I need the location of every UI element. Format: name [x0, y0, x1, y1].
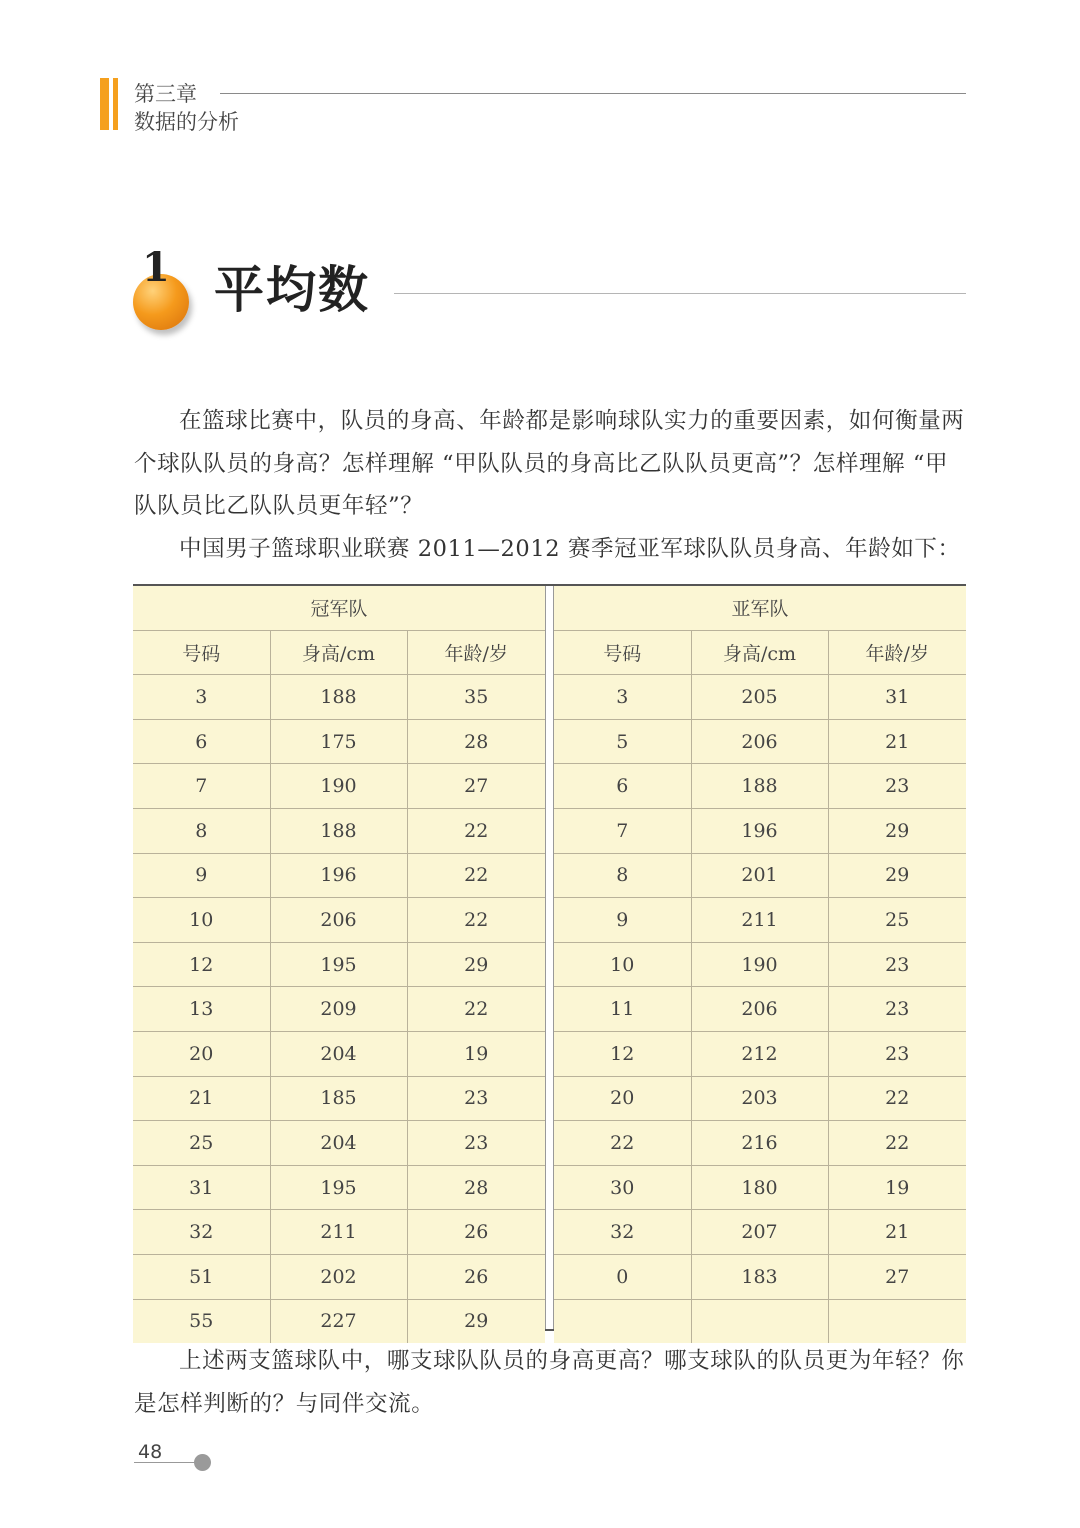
table-cell: 29	[407, 1299, 545, 1343]
data-table	[133, 584, 966, 1331]
chapter-marker-bars	[100, 78, 120, 130]
table-cell: 202	[270, 1254, 407, 1299]
table-row	[133, 898, 545, 943]
table-cell: 196	[691, 808, 828, 853]
table-cell: 55	[133, 1299, 270, 1343]
table-cell: 22	[407, 853, 545, 898]
table-cell: 23	[828, 1031, 966, 1076]
table-cell: 9	[133, 853, 270, 898]
table-cell: 27	[407, 764, 545, 809]
table-cell: 8	[554, 853, 691, 898]
table-cell: 7	[133, 764, 270, 809]
table-cell: 206	[691, 719, 828, 764]
table-cell: 13	[133, 987, 270, 1032]
table-cell: 22	[407, 898, 545, 943]
table-cell: 209	[270, 987, 407, 1032]
column-header: 身高/cm	[270, 630, 407, 675]
table-cell: 31	[828, 675, 966, 720]
table-cell: 21	[828, 1210, 966, 1255]
column-header: 号码	[554, 630, 691, 675]
table-cell: 28	[407, 719, 545, 764]
table-cell: 3	[554, 675, 691, 720]
table-row	[133, 675, 545, 720]
table-intro-text: 中国男子篮球职业联赛 2011—2012 赛季冠亚军球队队员身高、年龄如下：	[179, 536, 961, 562]
table-cell: 25	[828, 898, 966, 943]
table-cell: 195	[270, 1165, 407, 1210]
header-divider	[220, 93, 966, 94]
table-cell: 6	[133, 719, 270, 764]
table-row	[133, 719, 545, 764]
champion-table	[133, 586, 545, 1343]
table-cell: 23	[407, 1121, 545, 1166]
table-row	[133, 853, 545, 898]
table-row	[554, 1031, 966, 1076]
table-cell: 206	[270, 898, 407, 943]
column-header: 年龄/岁	[828, 630, 966, 675]
page-dot-icon	[194, 1454, 211, 1471]
table-row	[554, 1254, 966, 1299]
table-cell: 26	[407, 1210, 545, 1255]
table-row	[133, 942, 545, 987]
table-row	[554, 1076, 966, 1121]
table-row	[133, 1121, 545, 1166]
table-cell: 185	[270, 1076, 407, 1121]
table-row	[133, 764, 545, 809]
table-cell	[828, 1299, 966, 1343]
question-paragraph	[134, 1340, 968, 1425]
section-divider	[394, 293, 966, 294]
table-cell: 183	[691, 1254, 828, 1299]
table-cell: 29	[407, 942, 545, 987]
table-cell: 23	[828, 987, 966, 1032]
table-separator	[545, 586, 554, 1329]
table-cell: 23	[407, 1076, 545, 1121]
table-cell: 8	[133, 808, 270, 853]
column-header: 身高/cm	[691, 630, 828, 675]
table-cell: 227	[270, 1299, 407, 1343]
table-cell: 190	[691, 942, 828, 987]
table-cell: 207	[691, 1210, 828, 1255]
table-row	[554, 853, 966, 898]
table-row	[554, 675, 966, 720]
table-cell: 211	[270, 1210, 407, 1255]
runner-up-table	[554, 586, 966, 1343]
column-header: 年龄/岁	[407, 630, 545, 675]
table-cell: 30	[554, 1165, 691, 1210]
table-cell: 27	[828, 1254, 966, 1299]
table-cell: 19	[407, 1031, 545, 1076]
table-cell: 188	[270, 808, 407, 853]
chapter-number: 第三章	[134, 82, 197, 106]
table-cell: 203	[691, 1076, 828, 1121]
page-number: 48	[138, 1441, 163, 1463]
table-cell: 11	[554, 987, 691, 1032]
section-title: 平均数	[214, 260, 370, 319]
table-cell: 10	[133, 898, 270, 943]
table-cell: 28	[407, 1165, 545, 1210]
table-row	[133, 987, 545, 1032]
table-cell: 5	[554, 719, 691, 764]
table-row	[554, 1121, 966, 1166]
table-cell	[554, 1299, 691, 1343]
table-row	[133, 1254, 545, 1299]
table-row	[133, 808, 545, 853]
table-cell: 9	[554, 898, 691, 943]
table-cell: 10	[554, 942, 691, 987]
table-cell: 0	[554, 1254, 691, 1299]
table-cell: 29	[828, 853, 966, 898]
table-cell: 23	[828, 942, 966, 987]
chapter-title: 数据的分析	[134, 110, 239, 134]
table-cell: 35	[407, 675, 545, 720]
table-cell: 22	[828, 1121, 966, 1166]
table-cell: 175	[270, 719, 407, 764]
page-number-line	[134, 1462, 196, 1463]
table-cell: 22	[554, 1121, 691, 1166]
table-cell: 7	[554, 808, 691, 853]
question-text: 上述两支篮球队中，哪支球队队员的身高更高？哪支球队的队员更为年轻？你是怎样判断的？与同伴交流。	[134, 1348, 965, 1417]
table-cell: 12	[554, 1031, 691, 1076]
table-cell	[691, 1299, 828, 1343]
table-cell: 196	[270, 853, 407, 898]
table-cell: 206	[691, 987, 828, 1032]
table-cell: 180	[691, 1165, 828, 1210]
table-cell: 188	[270, 675, 407, 720]
section-number: 1	[142, 244, 170, 291]
table-cell: 26	[407, 1254, 545, 1299]
intro-text: 在篮球比赛中，队员的身高、年龄都是影响球队实力的重要因素，如何衡量两个球队队员的身高？怎样理解 “甲队队员的身高比乙队队员更高”？怎样理解 “甲队队员比乙队队员更年轻”？	[134, 408, 965, 519]
table-row	[133, 1210, 545, 1255]
intro-paragraph	[134, 400, 968, 528]
table-row	[554, 764, 966, 809]
table-cell: 21	[828, 719, 966, 764]
table-cell: 190	[270, 764, 407, 809]
table-row	[554, 1299, 966, 1343]
table-cell: 19	[828, 1165, 966, 1210]
table-cell: 3	[133, 675, 270, 720]
table-cell: 31	[133, 1165, 270, 1210]
table-cell: 32	[554, 1210, 691, 1255]
table-row	[554, 942, 966, 987]
table-cell: 211	[691, 898, 828, 943]
table-row	[554, 1165, 966, 1210]
table-cell: 20	[554, 1076, 691, 1121]
table-row	[554, 1210, 966, 1255]
table-cell: 204	[270, 1031, 407, 1076]
table-cell: 12	[133, 942, 270, 987]
table-row	[133, 1299, 545, 1343]
table-cell: 216	[691, 1121, 828, 1166]
table-cell: 201	[691, 853, 828, 898]
runner-up-title: 亚军队	[554, 586, 966, 630]
table-cell: 29	[828, 808, 966, 853]
table-cell: 6	[554, 764, 691, 809]
champion-title: 冠军队	[133, 586, 545, 630]
table-cell: 22	[407, 987, 545, 1032]
table-cell: 204	[270, 1121, 407, 1166]
table-row	[554, 987, 966, 1032]
table-row	[554, 808, 966, 853]
table-row	[554, 898, 966, 943]
table-cell: 195	[270, 942, 407, 987]
table-cell: 32	[133, 1210, 270, 1255]
table-cell: 205	[691, 675, 828, 720]
table-cell: 188	[691, 764, 828, 809]
column-header: 号码	[133, 630, 270, 675]
table-cell: 212	[691, 1031, 828, 1076]
table-cell: 22	[828, 1076, 966, 1121]
table-row	[554, 719, 966, 764]
table-row	[133, 1031, 545, 1076]
table-intro-paragraph	[134, 528, 968, 571]
table-row	[133, 1165, 545, 1210]
table-cell: 21	[133, 1076, 270, 1121]
table-cell: 51	[133, 1254, 270, 1299]
table-cell: 20	[133, 1031, 270, 1076]
table-row	[133, 1076, 545, 1121]
table-cell: 23	[828, 764, 966, 809]
table-cell: 22	[407, 808, 545, 853]
table-cell: 25	[133, 1121, 270, 1166]
